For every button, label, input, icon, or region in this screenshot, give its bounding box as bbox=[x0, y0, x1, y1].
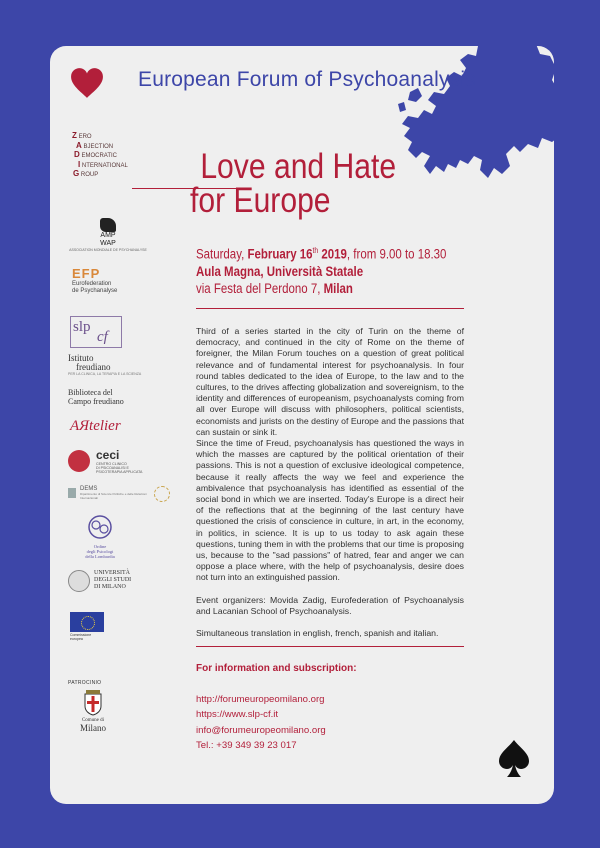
dems-logo bbox=[68, 486, 168, 502]
efp-line1: Eurofederation bbox=[72, 281, 112, 287]
wap-label: WAP bbox=[100, 240, 116, 247]
zadig-line: D EMOCRATIC bbox=[74, 150, 118, 159]
ceci-text: ceci bbox=[96, 448, 120, 462]
body-paragraph: Event organizers: Movida Zadig, Eurofederation of Psychoanalysis and Lacanian School of Psychoanalysis. bbox=[196, 594, 464, 616]
ordine-line: degli Psicologi bbox=[86, 549, 114, 554]
unimi-line: DEGLI STUDI bbox=[94, 577, 132, 583]
event-details bbox=[196, 242, 446, 297]
title-line-2: for Europe bbox=[190, 181, 331, 220]
unimi-seal-icon bbox=[68, 570, 90, 592]
eu-flag-icon bbox=[70, 612, 104, 632]
slp-text: slp bbox=[73, 319, 91, 335]
forum-title: European Forum of Psychoanalysis bbox=[138, 68, 476, 91]
eu-line: Commissione bbox=[70, 633, 92, 637]
ordine-line: della Lombardia bbox=[85, 554, 115, 559]
ceci-subtitle: PSICOTERAPIA APPLICATA bbox=[96, 470, 143, 474]
patrocinio-label: PATROCINIO bbox=[68, 680, 102, 686]
dems-subtitle: Dipartimento di Scienze Politiche e delle Relazioni Internazionali bbox=[80, 492, 147, 500]
ordine-line: Ordine bbox=[93, 544, 107, 549]
body-paragraph: Since the time of Freud, psychoanalysis has questioned the ways in which the masses are captured by the political orientation of their passions. This is not a question of exclusive ideological competence, because it really affects the way we feel and experience the ambivalence that psychoanalysis has identified as essential of the social bond in which we are inserted. Today's Europe is a direct heir of the reflections that at the beginning of the last century have questioned the crisis of conscience in culture, in art, in the economy, in politics, in science. It is up to us today to ask again these questions, tuning them in with the problems that our time is proposing us, because to the "sad passions" of hatred, fear and anger we can oppose a place where, with the help of psychoanalysis, desire does not turn into an extinguished passion. bbox=[196, 438, 464, 583]
event-address: via Festa del Perdono 7, Milan bbox=[196, 280, 353, 296]
eurofederation-logo bbox=[72, 266, 152, 295]
contact-list bbox=[196, 692, 326, 754]
efp-line2: de Psychanalyse bbox=[72, 288, 118, 294]
heart-icon bbox=[70, 66, 104, 100]
amp-wap-logo bbox=[68, 218, 148, 252]
slp-logo bbox=[70, 316, 122, 348]
comune-milano-logo bbox=[68, 680, 118, 733]
seal-icon bbox=[154, 486, 170, 502]
comune-line: Milano bbox=[80, 723, 106, 733]
biblioteca-line2: Campo freudiano bbox=[68, 397, 124, 406]
istituto-freudiano-logo bbox=[68, 354, 141, 377]
ceci-subtitle: DI PSICOANALISI E bbox=[96, 466, 129, 470]
section-divider bbox=[196, 308, 464, 309]
info-title: For information and subscription: bbox=[196, 663, 357, 674]
email-link[interactable]: info@forumeuropeomilano.org bbox=[196, 724, 326, 736]
spade-icon bbox=[498, 739, 530, 779]
ceci-logo bbox=[68, 450, 148, 474]
ordine-mark bbox=[85, 514, 115, 542]
unimi-logo bbox=[68, 568, 158, 596]
atelier-logo: AЯtelier bbox=[70, 418, 121, 434]
ordine-psicologi-logo bbox=[70, 514, 130, 559]
main-title bbox=[190, 147, 397, 220]
biblioteca-logo bbox=[68, 388, 124, 406]
unimi-line: DI MILANO bbox=[94, 584, 126, 590]
amp-label: AMP bbox=[100, 232, 116, 239]
eu-stars bbox=[81, 616, 95, 630]
dems-text: DEMS bbox=[80, 486, 98, 492]
section-divider bbox=[196, 646, 464, 647]
milan-crest-icon bbox=[83, 690, 103, 716]
dems-mark bbox=[68, 488, 76, 498]
zadig-line: A BJECTION bbox=[76, 140, 114, 150]
ceci-mark bbox=[68, 450, 90, 472]
istituto-subtitle: PER LA CLINICA, LA TERAPIA E LA SCIENZA bbox=[68, 372, 142, 376]
event-venue: Aula Magna, Università Statale bbox=[196, 263, 364, 279]
body-paragraph: Third of a series started in the city of Turin on the theme of democracy, and continued in the city of Rome on the theme of foreigner, the Milan Forum touches on a question of great political relevance and of fundamental interest for psychoanalysis. In four round tables dedicated to the idea of Europe, to the law and to the cultures, to the drives affecting globalization and sovereignism, to the identity and differences of europeanism, psychoanalysts coming from all over Europe will discuss with philosophers, political scientists, economists and jurists on the destiny of Europe and the passions that can sustain or sink it. bbox=[196, 326, 464, 437]
zadig-logo bbox=[72, 132, 128, 180]
phone-number: Tel.: +39 349 39 23 017 bbox=[196, 740, 297, 752]
body-paragraph: Simultaneous translation in english, french, spanish and italian. bbox=[196, 628, 439, 639]
zadig-line: I NTERNATIONAL bbox=[78, 159, 128, 169]
zadig-line: Z ERO bbox=[72, 131, 92, 140]
amp-mark bbox=[100, 218, 116, 232]
comune-line: Comune di bbox=[81, 718, 105, 723]
zadig-line: G ROUP bbox=[73, 169, 99, 178]
poster-card bbox=[50, 46, 554, 804]
eu-commission-logo bbox=[70, 612, 118, 641]
amp-subtitle: ASSOCIATION MONDIALE DE PSYCHANALYSE bbox=[69, 248, 147, 252]
website-link[interactable]: http://forumeuropeomilano.org bbox=[196, 694, 325, 705]
biblioteca-line1: Biblioteca del bbox=[68, 388, 113, 397]
ceci-subtitle: CENTRO CLINICO bbox=[96, 462, 127, 466]
istituto-line2: freudiano bbox=[76, 362, 111, 372]
website-link[interactable]: https://www.slp-cf.it bbox=[196, 709, 279, 721]
body-text bbox=[196, 326, 464, 639]
event-date: Saturday, February 16th 2019, from 9.00 to 18.30 bbox=[196, 246, 447, 262]
efp-mark: EFP bbox=[72, 266, 101, 281]
eu-line: europea bbox=[70, 637, 83, 641]
slp-cf-text: cf bbox=[97, 329, 108, 345]
unimi-line: UNIVERSITÀ bbox=[94, 570, 130, 576]
istituto-line1: Istituto bbox=[68, 353, 94, 363]
title-line-1: Love and Hate bbox=[200, 147, 397, 186]
